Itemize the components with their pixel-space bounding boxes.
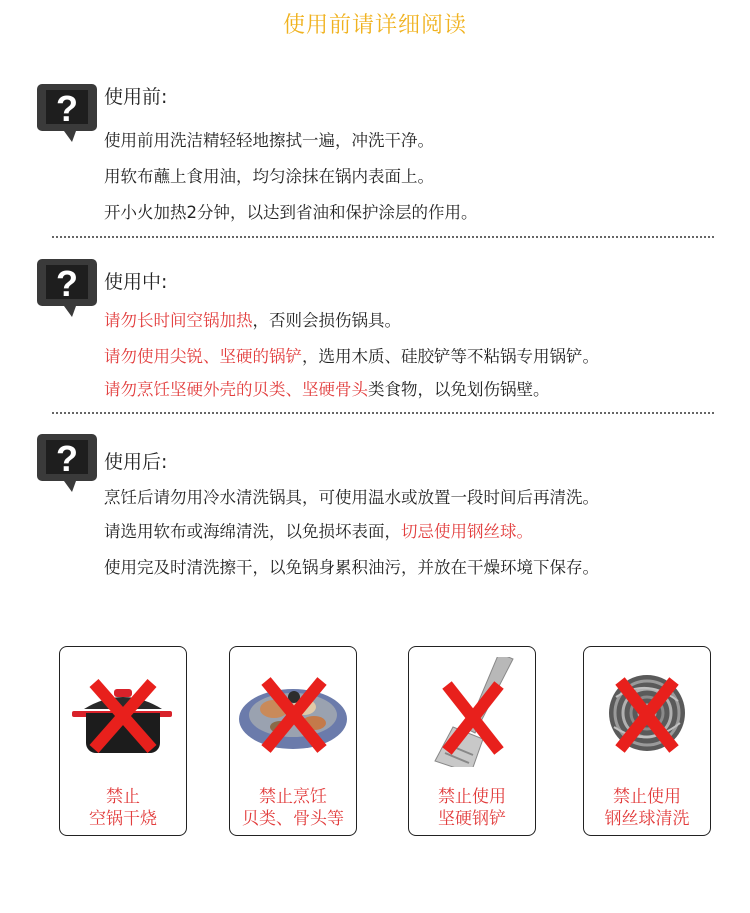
card-label-line2: 空锅干烧 [89,809,157,829]
section-heading: 使用后: [104,451,168,473]
prohibition-card-metal-spatula [408,646,536,836]
pot-icon [64,657,182,767]
dotted-divider [52,236,714,238]
question-icon [36,432,98,494]
question-icon [36,257,98,319]
instruction-line: 使用前用洗洁精轻轻地擦拭一遍，冲洗干净。 [104,131,434,150]
seafood-icon [234,657,352,767]
svg-text:?: ? [56,438,78,479]
dotted-divider [52,412,714,414]
instruction-line: 请勿使用尖锐、坚硬的锅铲，选用木质、硅胶铲等不粘锅专用锅铲。 [104,347,599,366]
page-title: 使用前请详细阅读 [282,13,467,38]
card-label-line1: 禁止使用 [613,787,681,807]
section-heading: 使用中: [104,271,168,293]
instruction-line: 请选用软布或海绵清洗，以免损坏表面，切忌使用钢丝球。 [104,522,533,541]
card-label-line2: 坚硬钢铲 [438,809,506,829]
card-label-line2: 贝类、骨头等 [242,809,344,829]
svg-text:?: ? [56,88,78,129]
card-label-line2: 钢丝球清洗 [604,809,690,829]
prohibition-card-seafood [229,646,357,836]
svg-text:?: ? [56,263,78,304]
instruction-line: 开小火加热2分钟，以达到省油和保护涂层的作用。 [104,203,478,222]
card-label-line1: 禁止 [106,787,140,807]
instruction-line: 用软布蘸上食用油，均匀涂抹在锅内表面上。 [104,167,434,186]
spatula-icon [413,657,531,767]
instruction-line: 烹饪后请勿用冷水清洗锅具，可使用温水或放置一段时间后再清洗。 [104,488,599,507]
steel-wool-icon [588,657,706,767]
question-icon [36,82,98,144]
instruction-line: 使用完及时清洗擦干，以免锅身累积油污，并放在干燥环境下保存。 [104,558,599,577]
section-heading: 使用前: [104,86,168,108]
instruction-line: 请勿长时间空锅加热，否则会损伤锅具。 [104,311,401,330]
prohibition-card-empty-pot [59,646,187,836]
card-label-line1: 禁止使用 [438,787,506,807]
prohibition-card-steel-wool [583,646,711,836]
instruction-line: 请勿烹饪坚硬外壳的贝类、坚硬骨头类食物，以免划伤锅壁。 [104,380,550,399]
card-label-line1: 禁止烹饪 [259,787,327,807]
